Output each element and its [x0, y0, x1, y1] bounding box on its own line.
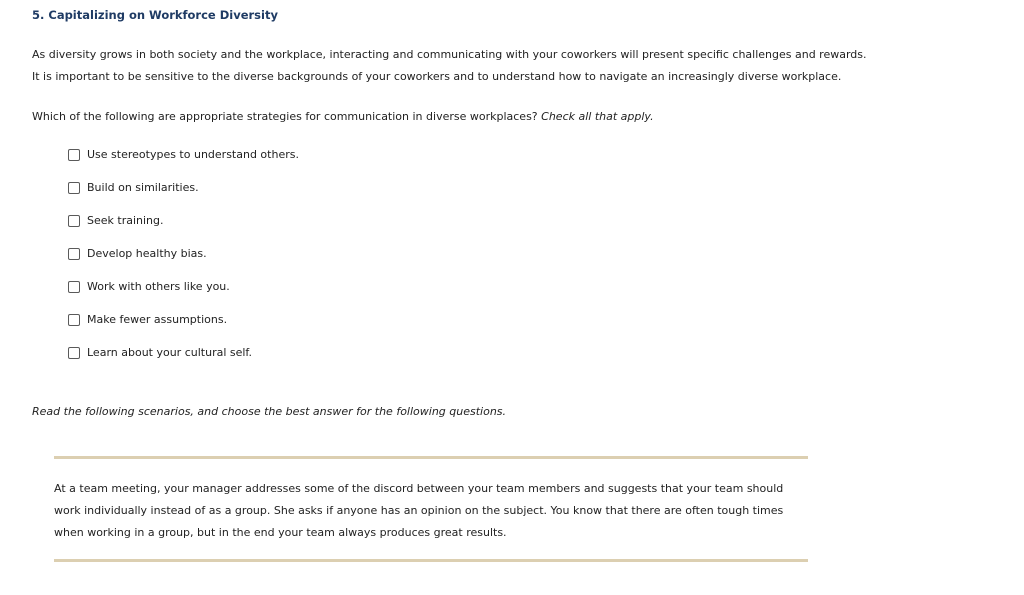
option-label: Work with others like you. [87, 280, 230, 293]
option-label: Use stereotypes to understand others. [87, 148, 299, 161]
option-label: Build on similarities. [87, 181, 199, 194]
option-label: Make fewer assumptions. [87, 313, 228, 326]
option-label: Learn about your cultural self. [87, 346, 253, 359]
intro-line-1: As diversity grows in both society and the workplace, interacting and communicating with your coworkers will present specific challenges and rewards. [32, 48, 867, 61]
question-text: Which of the following are appropriate strategies for communication in diverse workplaces? [32, 110, 538, 123]
checkbox[interactable] [68, 248, 80, 260]
question-prompt [32, 110, 654, 123]
checkbox[interactable] [68, 347, 80, 359]
option-develop-healthy-bias[interactable] [68, 247, 299, 280]
answer-options [68, 148, 299, 379]
scenario-instructions: Read the following scenarios, and choose the best answer for the following questions. [32, 405, 507, 418]
option-use-stereotypes[interactable] [68, 148, 299, 181]
option-build-on-similarities[interactable] [68, 181, 299, 214]
option-work-with-others-like-you[interactable] [68, 280, 299, 313]
scenario-box [54, 456, 808, 562]
intro-paragraph [32, 44, 992, 88]
question-hint: Check all that apply. [541, 110, 654, 123]
intro-line-2: It is important to be sensitive to the diverse backgrounds of your coworkers and to understand how to navigate an increasingly diverse workplace. [32, 70, 842, 83]
checkbox[interactable] [68, 314, 80, 326]
option-seek-training[interactable] [68, 214, 299, 247]
scenario-text: At a team meeting, your manager addresses some of the discord between your team members and suggests that your team should work individually instead of as a group. She asks if anyone has an opinion on the subject. You know that there are often tough times when working in a group, but in the end your team always produces great results. [54, 482, 784, 539]
option-make-fewer-assumptions[interactable] [68, 313, 299, 346]
checkbox[interactable] [68, 281, 80, 293]
checkbox[interactable] [68, 149, 80, 161]
checkbox[interactable] [68, 215, 80, 227]
option-label: Develop healthy bias. [87, 247, 207, 260]
checkbox[interactable] [68, 182, 80, 194]
option-learn-cultural-self[interactable] [68, 346, 299, 379]
question-heading: 5. Capitalizing on Workforce Diversity [32, 8, 278, 22]
option-label: Seek training. [87, 214, 164, 227]
